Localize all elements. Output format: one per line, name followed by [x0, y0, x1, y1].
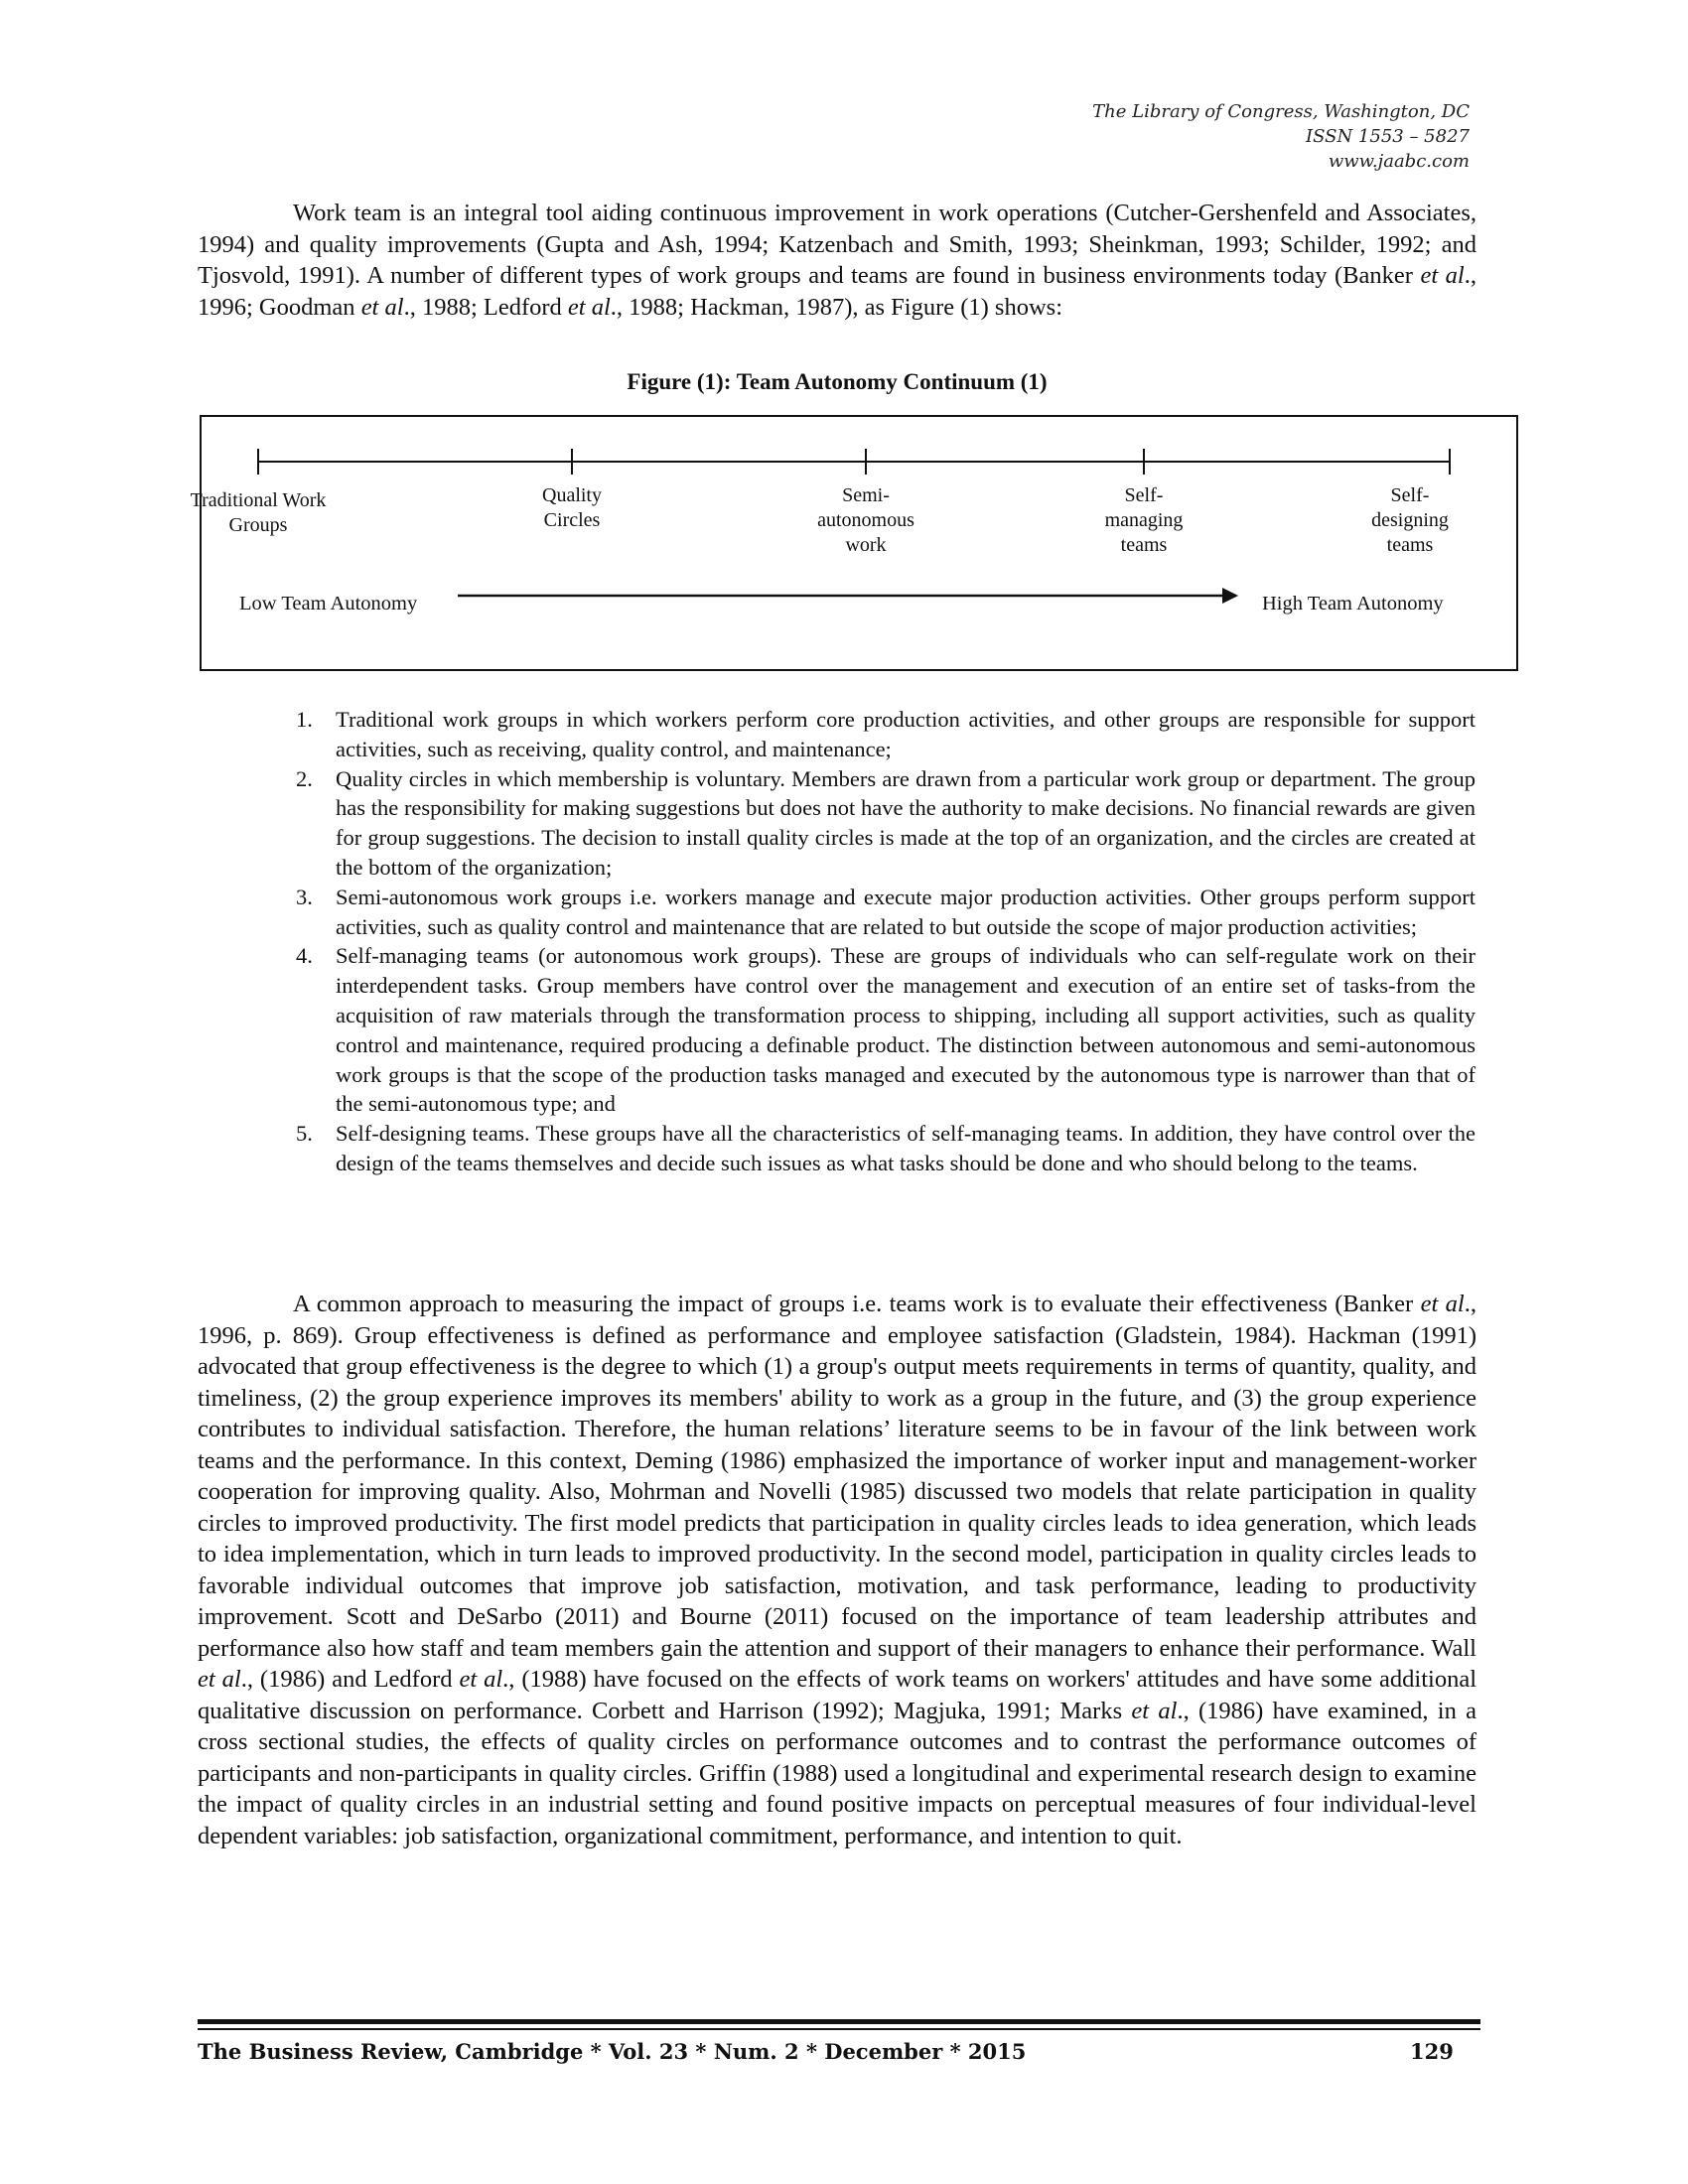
node-5-line-2: designing: [1371, 509, 1449, 531]
para2-text-1: A common approach to measuring the impact of groups i.e. teams work is to evaluate their effectiveness (Banker: [293, 1291, 1421, 1317]
list-item: [296, 764, 1476, 883]
footer-journal-info: The Business Review, Cambridge * Vol. 23 * Num. 2 * December * 2015: [198, 2039, 1027, 2064]
node-quality-circles: [488, 483, 656, 533]
figure-team-autonomy-continuum: [190, 415, 1518, 671]
para2-text-4: ., (1988) have focused on the effects of work teams on workers' attitudes and have some additional qualitative discussion on performance. Corbett and Harrison (1992); Magjuka, 1991; Marks: [198, 1666, 1477, 1724]
list-item-number: 3.: [296, 884, 313, 909]
para2-text-2: ., 1996, p. 869). Group effectiveness is defined as performance and employee satisfaction (Gladstein, 1984). Hackman (1991) advocated that group effectiveness is the degree to which (1) a group's output meets requirements in terms of quantity, quality, and timeliness, (2) the group experience improves its members' ability to work as a group in the future, and (3) the group experience contributes to individual satisfaction. Therefore, the human relations’ literature seems to be in favour of the link between work teams and the performance. In this context, Deming (1986) emphasized the importance of worker input and management-worker cooperation for improving quality. Also, Mohrman and Novelli (1985) discussed two models that relate participation in quality circles to improved productivity. The first model predicts that participation in quality circles leads to idea generation, which leads to idea implementation, which in turn leads to improved productivity. In the second model, participation in quality circles leads to favorable individual outcomes that improve job satisfaction, motivation, and task performance, leading to productivity improvement. Scott and DeSarbo (2011) and Bourne (2011) focused on the importance of team leadership attributes and performance also how staff and team members gain the attention and support of their managers to enhance their performance. Wall: [198, 1291, 1477, 1662]
node-4-line-2: managing: [1104, 509, 1184, 531]
header-line-1: The Library of Congress, Washington, DC: [1092, 101, 1470, 122]
node-4-line-1: Self-: [1124, 484, 1164, 506]
para2-text-3: ., (1986) and Ledford: [240, 1666, 460, 1693]
list-item-text: Quality circles in which membership is voluntary. Members are drawn from a particular work group or department. The group has the responsibility for making suggestions but does not have the authority to make decisions. No financial rewards are given for group suggestions. The decision to install quality circles is made at the top of an organization, and the circles are created at the bottom of the organization;: [336, 765, 1476, 880]
high-autonomy-label: High Team Autonomy: [1262, 593, 1444, 614]
list-item-text: Self-designing teams. These groups have all the characteristics of self-managing teams. In addition, they have control over the design of the teams themselves and decide such issues as what tasks should be done and who should belong to the teams.: [336, 1121, 1476, 1175]
node-2-line-2: Circles: [543, 509, 601, 531]
node-self-designing-teams: [1326, 483, 1494, 558]
list-item-number: 5.: [296, 1121, 313, 1147]
header-line-3: www.jaabc.com: [1328, 151, 1470, 172]
para2-etal-4: et al: [1131, 1697, 1178, 1724]
node-1-line-1: Traditional Work: [190, 489, 327, 511]
low-autonomy-label: Low Team Autonomy: [239, 593, 418, 614]
para2-etal-1: et al: [1420, 1291, 1465, 1317]
para2-etal-2: et al: [198, 1666, 241, 1693]
footer-rule-thin: [198, 2028, 1480, 2030]
figure-caption: Figure (1): Team Autonomy Continuum (1): [627, 369, 1048, 394]
footer-page-number: 129: [1410, 2039, 1454, 2064]
page-header: [1092, 99, 1470, 174]
node-3-line-1: Semi-: [842, 484, 890, 506]
paragraph-intro: [198, 198, 1477, 323]
list-item: [296, 941, 1476, 1119]
list-item-text: Semi-autonomous work groups i.e. workers manage and execute major production activities. Other groups perform support activities, such as quality control and maintenance that are related to but outside the scope of major production activities;: [336, 884, 1476, 939]
list-item: [296, 883, 1476, 942]
node-semi-autonomous-work: [781, 483, 950, 558]
list-item-number: 1.: [296, 707, 313, 732]
node-2-line-1: Quality: [542, 484, 602, 506]
node-1-line-2: Groups: [228, 514, 288, 536]
list-item-number: 4.: [296, 943, 313, 969]
list-item-text: Traditional work groups in which workers perform core production activities, and other groups are responsible for support activities, such as receiving, quality control, and maintenance;: [336, 707, 1476, 761]
para1-etal-3: et al: [567, 293, 611, 321]
paragraph-effectiveness: [198, 1289, 1477, 1851]
para1-text-4: ., 1988; Hackman, 1987), as Figure (1) shows:: [610, 293, 1063, 321]
para1-text-2: ., 1996; Goodman: [198, 262, 1477, 321]
node-3-line-2: autonomous: [817, 509, 914, 531]
para2-text-5: ., (1986) have examined, in a cross sectional studies, the effects of quality circles on performance outcomes and to contrast the performance outcomes of participants and non-participants in quality circles. Griffin (1988) used a longitudinal and experimental research design to examine the impact of quality circles in an industrial setting and found positive impacts on perceptual measures of four individual-level dependent variables: job satisfaction, organizational commitment, performance, and intention to quit.: [198, 1697, 1477, 1849]
para1-etal-1: et al: [1420, 262, 1465, 289]
para1-text-1: Work team is an integral tool aiding continuous improvement in work operations (Cutcher-Gershenfeld and Associates, 1994) and quality improvements (Gupta and Ash, 1994; Katzenbach and Smith, 1993; Sheinkman, 1993; Schilder, 1992; and Tjosvold, 1991). A number of different types of work groups and teams are found in business environments today (Banker: [198, 200, 1477, 289]
node-5-line-1: Self-: [1390, 484, 1430, 506]
node-4-line-3: teams: [1120, 534, 1168, 556]
list-item: [296, 705, 1476, 764]
node-self-managing-teams: [1059, 483, 1228, 558]
footer-rule-thick: [198, 2019, 1480, 2024]
list-item-number: 2.: [296, 765, 313, 791]
node-traditional-work-groups: [174, 488, 343, 538]
list-item: [296, 1119, 1476, 1178]
para2-etal-3: et al: [459, 1666, 503, 1693]
header-line-2: ISSN 1553 – 5827: [1306, 126, 1470, 147]
autonomy-arrowhead: [1222, 588, 1238, 604]
para1-text-3: ., 1988; Ledford: [403, 293, 568, 321]
para1-etal-2: et al: [360, 293, 404, 321]
list-item-text: Self-managing teams (or autonomous work groups). These are groups of individuals who can self-regulate work on their interdependent tasks. Group members have control over the management and execution of an entire set of tasks-from the acquisition of raw materials through the transformation process to shipping, including all support activities, such as quality control and maintenance, required producing a definable product. The distinction between autonomous and semi-autonomous work groups is that the scope of the production tasks managed and executed by the autonomous type is narrower than that of the semi-autonomous type; and: [336, 943, 1476, 1117]
team-types-list: [296, 705, 1476, 1178]
node-3-line-3: work: [845, 534, 887, 556]
node-5-line-3: teams: [1386, 534, 1434, 556]
